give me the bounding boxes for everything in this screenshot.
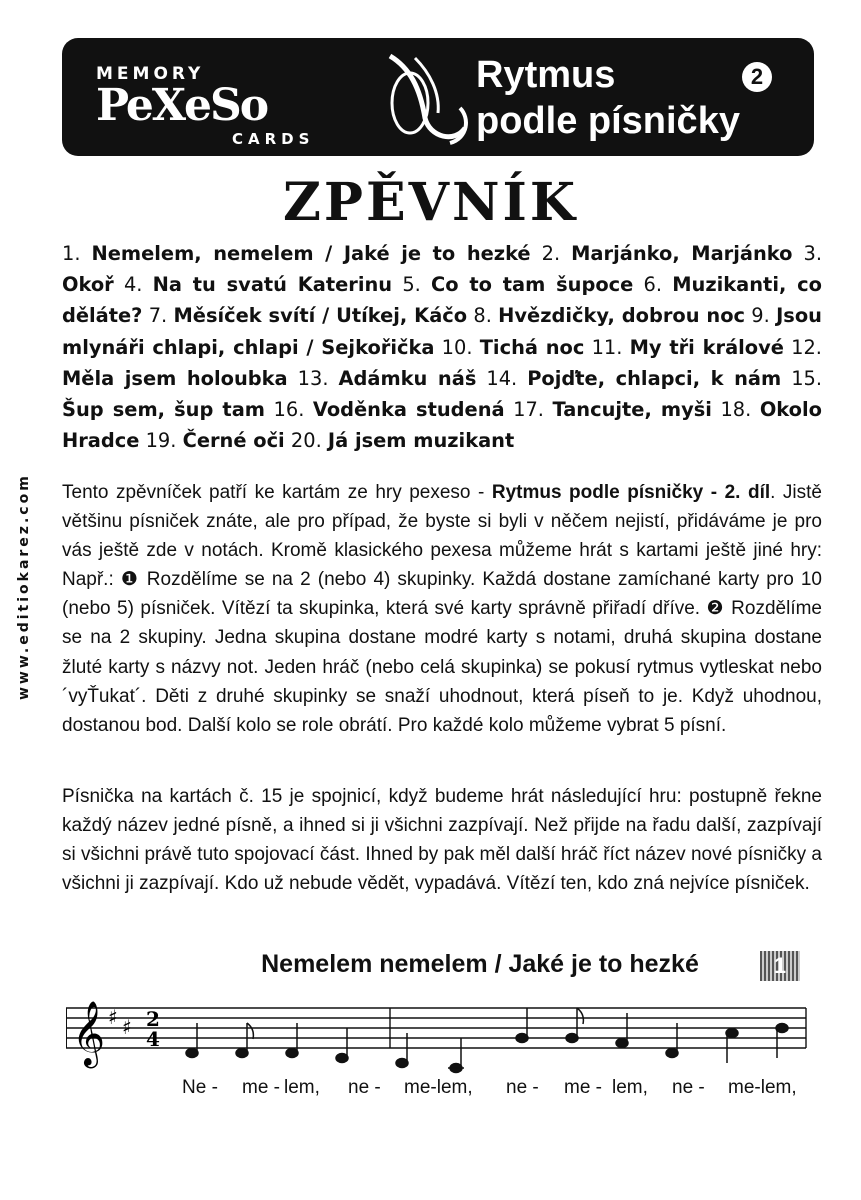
song-list-number: 4. [123, 273, 143, 297]
page-title: ZPĚVNÍK [282, 172, 579, 233]
song-list-number: 17. [513, 398, 544, 422]
time-signature-bottom: 4 [146, 1027, 160, 1051]
song-list-title: Okolo Hradce [62, 398, 822, 453]
song-list-title: Hvězdičky, dobrou noc [498, 304, 746, 328]
song-list-number: 12. [791, 335, 822, 359]
song-list-title: Černé oči [182, 429, 285, 453]
song-list-title: Tichá noc [479, 335, 585, 359]
series-title-line1: Rytmus [476, 54, 616, 96]
lyric-syllable: lem, [612, 1077, 648, 1098]
song-list-title: Měsíček svítí / Utíkej, Káčo [173, 304, 468, 328]
song-list-number: 2. [541, 242, 561, 265]
lyric-syllable: me - [242, 1077, 280, 1098]
song-list-title: Nemelem, nemelem / Jaké je to hezké [91, 242, 531, 265]
song-list-number: 13. [297, 366, 329, 390]
song-list-title: My tři králové [629, 335, 784, 359]
lyric-syllable: ne - [348, 1077, 381, 1098]
side-url: www.editiokarez.com [16, 473, 32, 700]
connector-game-paragraph: Písnička na kartách č. 15 je spojnicí, když budeme hrát následující hru: postupně řekne každý název jedné písně, a ihned si ji všichni zazpívají. Než přijde na řadu další, zazpívají si všichni právě tuto spojovací část. Ihned by pak měl další hráč říct název nové písničky a všichni ji zazpívají. Kdo už nebude vědět, vypadává. Vítězí ten, kdo zná nejvíce písniček. [62, 786, 822, 895]
song-list-title: Pojďte, chlapci, k nám [527, 366, 782, 390]
song-list-title: Co to tam šupoce [431, 273, 634, 297]
song-list-number: 11. [591, 335, 623, 359]
lyric-syllable: ne - [672, 1077, 705, 1098]
song-list-title: Adámku náš [338, 366, 477, 390]
horn-icon [380, 48, 475, 148]
song-list-number: 6. [643, 273, 663, 297]
song-list-title: Muzikanti, co děláte? [62, 273, 822, 328]
song-list-number: 8. [473, 304, 492, 328]
logo-memory-text: MEMORY [96, 64, 205, 84]
song-list-title: Tancujte, myši [552, 398, 712, 422]
time-signature-top: 2 [146, 1007, 160, 1031]
sharp-icon: ♯ [108, 1005, 118, 1029]
song-list-title: Voděnka studená [312, 398, 505, 422]
logo-cards-text: CARDS [232, 130, 315, 148]
song-list-number: 16. [273, 398, 305, 422]
song-list-number: 15. [791, 366, 823, 390]
song-sheet-title: Nemelem nemelem / Jaké je to hezké [261, 950, 699, 978]
lyric-syllable: me - [564, 1077, 602, 1098]
lyric-syllable: me-lem, [728, 1077, 797, 1098]
card-number-badge: 2 [742, 62, 772, 92]
song-list-number: 14. [486, 366, 518, 390]
song-list-title: Jsou mlynáři chlapi, chlapi / Sejkořička [62, 304, 822, 359]
lyric-syllable: me-lem, [404, 1077, 473, 1098]
song-list-number: 19. [145, 429, 177, 453]
sharp-icon: ♯ [122, 1015, 132, 1039]
treble-clef-icon: 𝄞 [72, 1001, 106, 1066]
song-list-number: 10. [441, 335, 473, 359]
header-banner [62, 38, 814, 156]
instructions-game-name: Rytmus podle písničky - 2. díl [491, 482, 771, 503]
song-list-number: 5. [402, 273, 421, 297]
music-staff [66, 990, 826, 1080]
lyric-syllable: ne - [506, 1077, 539, 1098]
song-list-title: Okoř [62, 273, 114, 297]
song-list-number: 3. [803, 242, 822, 265]
logo-pexeso-text: PeXeSo [96, 80, 268, 131]
series-title-line2: podle písničky [476, 100, 740, 142]
lyric-syllable: lem, [284, 1077, 320, 1098]
song-list-title: Na tu svatú Katerinu [152, 273, 393, 297]
instructions-intro: Tento zpěvníček patří ke kartám ze hry pexeso - [62, 482, 492, 503]
instructions-body: . Jistě většinu písniček znáte, ale pro případ, že byste si byli v něčem nejistí, přidáváme je pro vás ještě zde v notách. Kromě klasického pexesa můžeme hrát s kartami ještě jiné hry: Např.: ❶ Rozdělíme se na 2 (nebo 4) skupinky. Každá dostane zamíchané karty pro 10 (nebo 5) písniček. Vítězí ta skupinka, která své karty správně přiřadí dříve. ❷ Rozdělíme se na 2 skupiny. Jedna skupina dostane modré karty s notami, druhá skupina dostane žluté karty s názvy not. Jeden hráč (nebo celá skupinka) se pokusí rytmus vytleskat nebo ´vyŤukat´. Děti z druhé skupinky se snaží uhodnout, která píseň to je. Když uhodnou, dostanou bod. Další kolo se role obrátí. Pro každé kolo můžeme vybrat 5 písní. [62, 482, 822, 736]
song-list-number: 7. [148, 304, 168, 328]
lyric-syllable: Ne - [182, 1077, 218, 1098]
song-list [62, 238, 822, 456]
song-list-number: 18. [720, 398, 752, 422]
song-list-title: Já jsem muzikant [327, 429, 515, 453]
song-list-title: Měla jsem holoubka [62, 366, 288, 390]
song-list-title: Šup sem, šup tam [62, 398, 265, 422]
song-sheet-number: 1 [760, 951, 800, 981]
song-list-number: 1. [62, 242, 81, 265]
instructions-paragraph [62, 478, 822, 740]
song-list-number: 9. [751, 304, 770, 328]
pexeso-logo [74, 44, 374, 154]
song-list-number: 20. [290, 429, 322, 453]
song-list-title: Marjánko, Marjánko [571, 242, 793, 265]
